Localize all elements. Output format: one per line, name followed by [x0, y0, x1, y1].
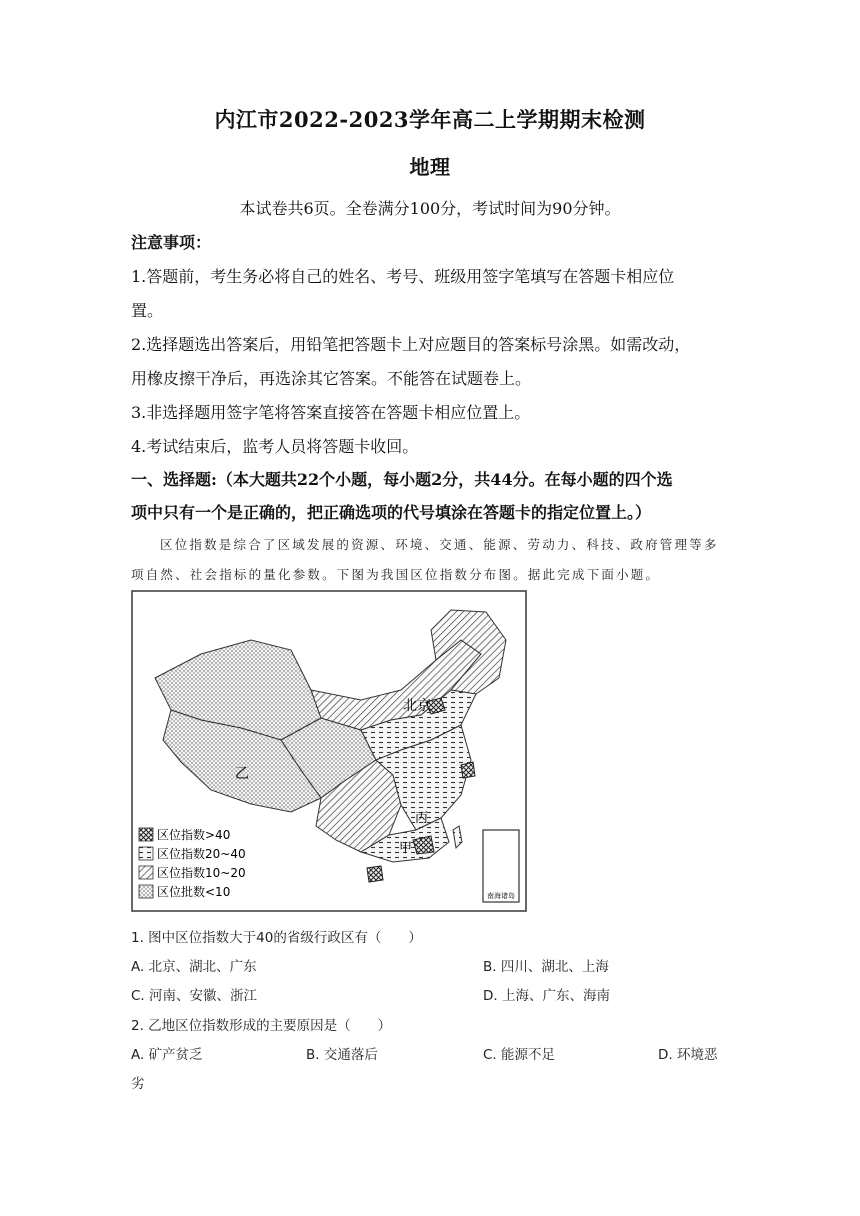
- question-1-option-b: B. 四川、湖北、上海: [483, 959, 609, 975]
- legend-item: 区位指数10~20: [157, 866, 246, 880]
- location-index-map: [131, 590, 527, 912]
- question-1-option-a: A. 北京、湖北、广东: [131, 959, 257, 975]
- note-line: 2.选择题选出答案后，用铅笔把答题卡上对应题目的答案标号涂黑。如需改动，: [131, 335, 691, 354]
- legend-item: 区位指数20~40: [157, 847, 246, 861]
- label-jia: 甲: [399, 841, 413, 856]
- note-line: 用橡皮擦干净后，再选涂其它答案。不能答在试题卷上。: [131, 369, 532, 388]
- question-2-option-a: A. 矿产贫乏: [131, 1047, 203, 1063]
- question-1-option-d: D. 上海、广东、海南: [483, 988, 610, 1004]
- label-beijing: 北京: [403, 698, 431, 714]
- legend-item: 区位指数>40: [157, 828, 231, 842]
- question-1-stem: 1. 图中区位指数大于40的省级行政区有（ ）: [131, 930, 422, 946]
- notes-heading: 注意事项：: [131, 233, 212, 252]
- note-line: 置。: [131, 301, 164, 320]
- question-2-stem: 2. 乙地区位指数形成的主要原因是（ ）: [131, 1018, 392, 1034]
- exam-info: 本试卷共6页。全卷满分100分，考试时间为90分钟。: [239, 199, 621, 218]
- question-2-option-c: C. 能源不足: [483, 1047, 556, 1063]
- section-heading-line1: 一、选择题:（本大题共22个小题，每小题2分，共44分。在每小题的四个选: [131, 470, 673, 489]
- section-heading-line2: 项中只有一个是正确的，把正确选项的代号填涂在答题卡的指定位置上。）: [131, 503, 652, 522]
- inset-label: 南海诸岛: [487, 892, 515, 900]
- label-yi: 乙: [235, 766, 249, 782]
- subject-title: 地理: [409, 155, 451, 179]
- question-2-option-d-wrap: 劣: [131, 1076, 145, 1092]
- question-1-option-c: C. 河南、安徽、浙江: [131, 988, 258, 1004]
- question-2-option-b: B. 交通落后: [306, 1047, 378, 1063]
- exam-title: 内江市2022-2023学年高二上学期期末检测: [214, 107, 646, 132]
- passage-line2: 项自然、社会指标的量化参数。下图为我国区位指数分布图。据此完成下面小题。: [131, 567, 661, 582]
- note-line: 3.非选择题用签字笔将答案直接答在答题卡相应位置上。: [131, 403, 531, 422]
- question-2-option-d: D. 环境恶: [658, 1047, 718, 1063]
- note-line: 1.答题前，考生务必将自己的姓名、考号、班级用签字笔填写在答题卡相应位: [131, 267, 675, 286]
- legend-item: 区位批数<10: [157, 885, 231, 899]
- note-line: 4.考试结束后，监考人员将答题卡收回。: [131, 437, 419, 456]
- label-bing: 丙: [415, 811, 429, 826]
- passage-line1: 区位指数是综合了区域发展的资源、环境、交通、能源、劳动力、科技、政府管理等多: [160, 537, 719, 552]
